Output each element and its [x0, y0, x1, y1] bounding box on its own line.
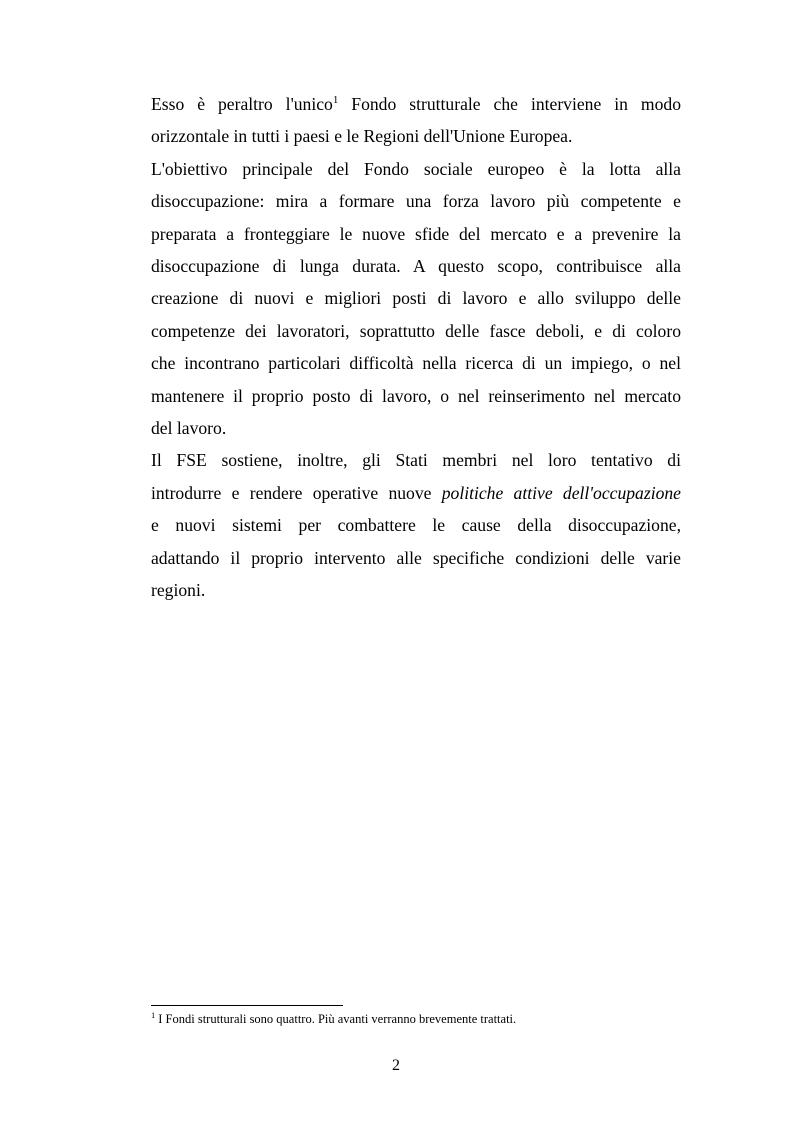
paragraph-3-line-5: regioni. — [151, 580, 206, 601]
paragraph-2-line-2: disoccupazione: mira a formare una forza lavoro più competente e — [151, 191, 681, 212]
body-text — [151, 88, 681, 607]
footnote — [151, 1011, 711, 1027]
paragraph-1-line-1: Esso è peraltro l'unico$^1$ Fondo strutturale che interviene in modo — [151, 94, 681, 114]
footnote-marker: 1 — [151, 1010, 156, 1020]
paragraph-2-line-1: L'obiettivo principale del Fondo sociale europeo è la lotta alla — [151, 158, 681, 179]
paragraph-3-line-3: e nuovi sistemi per combattere le cause della disoccupazione, — [151, 515, 681, 536]
paragraph-2-line-3: preparata a fronteggiare le nuove sfide del mercato e a prevenire la — [151, 223, 681, 244]
footnote-divider — [151, 1005, 343, 1006]
paragraph-2-line-9: del lavoro. — [151, 418, 227, 439]
italic-phrase: politiche attive dell'occupazione — [441, 482, 681, 503]
paragraph-3 — [151, 444, 681, 606]
paragraph-2-line-6: competenze dei lavoratori, soprattutto delle fasce deboli, e di coloro — [151, 320, 681, 341]
paragraph-3-line-1: Il FSE sostiene, inoltre, gli Stati membri nel loro tentativo di — [151, 450, 681, 471]
footnote-text: I Fondi strutturali sono quattro. Più avanti verranno brevemente trattati. — [158, 1012, 517, 1026]
paragraph-1-line-2: orizzontale in tutti i paesi e le Regioni dell'Unione Europea. — [151, 126, 573, 147]
paragraph-1 — [151, 88, 681, 153]
paragraph-2-line-8: mantenere il proprio posto di lavoro, o nel reinserimento nel mercato — [151, 385, 681, 406]
footnote-reference[interactable]: 1 — [332, 94, 339, 106]
paragraph-3-line-4: adattando il proprio intervento alle specifiche condizioni delle varie — [151, 547, 681, 568]
paragraph-2-line-7: che incontrano particolari difficoltà nella ricerca di un impiego, o nel — [151, 353, 681, 374]
paragraph-3-line-2: introdurre e rendere operative nuove politiche attive dell'occupazione — [151, 482, 681, 503]
page-number: 2 — [392, 1057, 400, 1074]
paragraph-2 — [151, 153, 681, 445]
paragraph-2-line-5: creazione di nuovi e migliori posti di lavoro e allo sviluppo delle — [151, 288, 681, 309]
paragraph-2-line-4: disoccupazione di lunga durata. A questo scopo, contribuisce alla — [151, 256, 681, 277]
